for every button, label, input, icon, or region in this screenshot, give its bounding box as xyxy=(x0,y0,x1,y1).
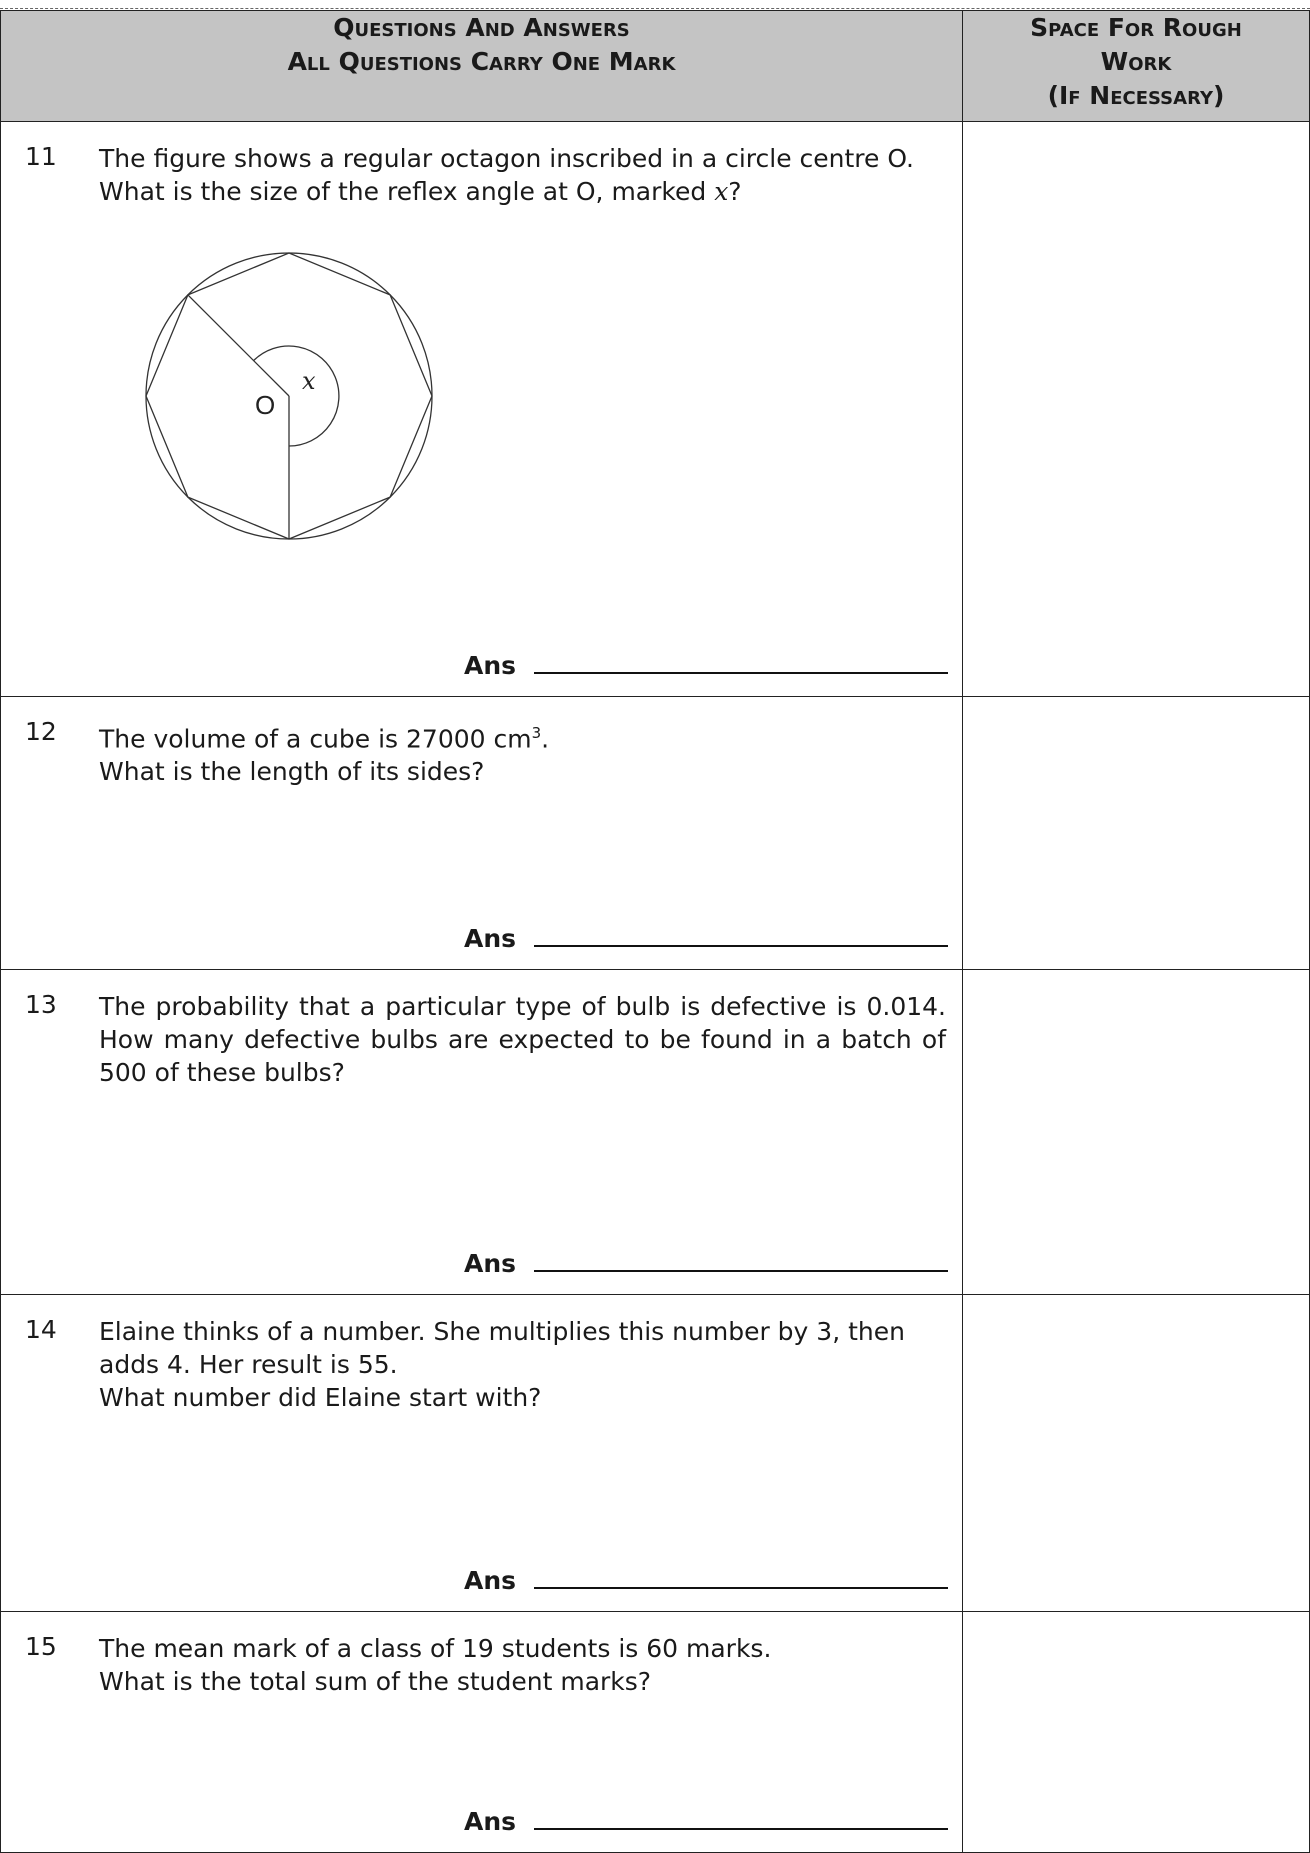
rough-header-line2: Work xyxy=(1100,47,1172,76)
question-row-13 xyxy=(1,970,1310,1295)
question-cell-11 xyxy=(1,122,963,697)
centre-label-o: O xyxy=(255,390,276,420)
answer-line[interactable] xyxy=(534,1565,948,1589)
question-cell-14 xyxy=(1,1295,963,1612)
question-text xyxy=(99,1315,946,1414)
question-number: 15 xyxy=(25,1632,57,1661)
rough-header-line1: Space For Rough xyxy=(1030,13,1242,42)
answer-line[interactable] xyxy=(534,1248,948,1272)
question-line: What is the total sum of the student marks? xyxy=(99,1667,652,1696)
answer-label: Ans xyxy=(463,1807,516,1836)
question-text xyxy=(99,717,946,788)
question-cell-13 xyxy=(1,970,963,1295)
questions-header-line2: All Questions Carry One Mark xyxy=(287,47,676,76)
answer-area xyxy=(464,650,948,680)
question-line xyxy=(99,175,946,208)
variable-x: x xyxy=(714,177,729,206)
angle-label-x: x xyxy=(302,367,316,395)
question-line: The figure shows a regular octagon inscribed in a circle centre O. xyxy=(99,144,914,173)
answer-label: Ans xyxy=(463,1566,516,1595)
rough-work-cell-14[interactable] xyxy=(963,1295,1310,1612)
answer-label: Ans xyxy=(463,924,516,953)
question-row-12 xyxy=(1,697,1310,970)
question-number: 14 xyxy=(25,1315,57,1344)
question-line-end: . xyxy=(541,724,550,754)
question-text: The probability that a particular type of bulb is defective is 0.014. How many defective bulbs are expected to be found in a batch of 500 of these bulbs? xyxy=(99,992,946,1087)
answer-area xyxy=(464,923,948,953)
answer-area xyxy=(464,1565,948,1595)
answer-line[interactable] xyxy=(534,923,948,947)
question-line: What is the length of its sides? xyxy=(99,757,485,787)
rough-work-cell-13[interactable] xyxy=(963,970,1310,1295)
question-line-start: What is the size of the reflex angle at O, marked xyxy=(99,177,715,206)
question-line xyxy=(99,717,946,755)
question-cell-12 xyxy=(1,697,963,970)
question-row-15 xyxy=(1,1612,1310,1853)
page-top-rule xyxy=(0,8,1310,9)
rough-work-cell-12[interactable] xyxy=(963,697,1310,970)
question-number: 13 xyxy=(25,990,57,1019)
radius-line xyxy=(188,295,289,396)
question-cell-15 xyxy=(1,1612,963,1853)
rough-header-line3: (If Necessary) xyxy=(1047,81,1225,110)
answer-area xyxy=(464,1248,948,1278)
question-line-end: ? xyxy=(728,177,742,206)
question-number: 11 xyxy=(25,142,57,171)
question-line: Elaine thinks of a number. She multiplies this number by 3, then adds 4. Her result is 55. xyxy=(99,1317,905,1379)
answer-area xyxy=(464,1806,948,1836)
questions-header xyxy=(1,11,963,122)
rough-work-cell-11[interactable] xyxy=(963,122,1310,697)
question-line: What number did Elaine start with? xyxy=(99,1383,542,1412)
answer-label: Ans xyxy=(463,1249,516,1278)
header-row xyxy=(1,11,1310,122)
rough-work-cell-15[interactable] xyxy=(963,1612,1310,1853)
questions-header-line1: Questions And Answers xyxy=(333,13,630,42)
superscript: 3 xyxy=(531,724,542,742)
octagon-figure xyxy=(139,246,439,546)
answer-line[interactable] xyxy=(534,650,948,674)
question-line-start: The volume of a cube is 27000 cm xyxy=(99,724,532,754)
question-text xyxy=(99,1632,946,1698)
question-row-14 xyxy=(1,1295,1310,1612)
answer-line[interactable] xyxy=(534,1806,948,1830)
question-text xyxy=(99,142,946,208)
rough-work-header xyxy=(963,11,1310,122)
questions-table xyxy=(0,10,1310,1853)
question-row-11 xyxy=(1,122,1310,697)
question-number: 12 xyxy=(25,717,57,746)
question-line: The mean mark of a class of 19 students is 60 marks. xyxy=(99,1634,772,1663)
answer-label: Ans xyxy=(463,651,516,680)
